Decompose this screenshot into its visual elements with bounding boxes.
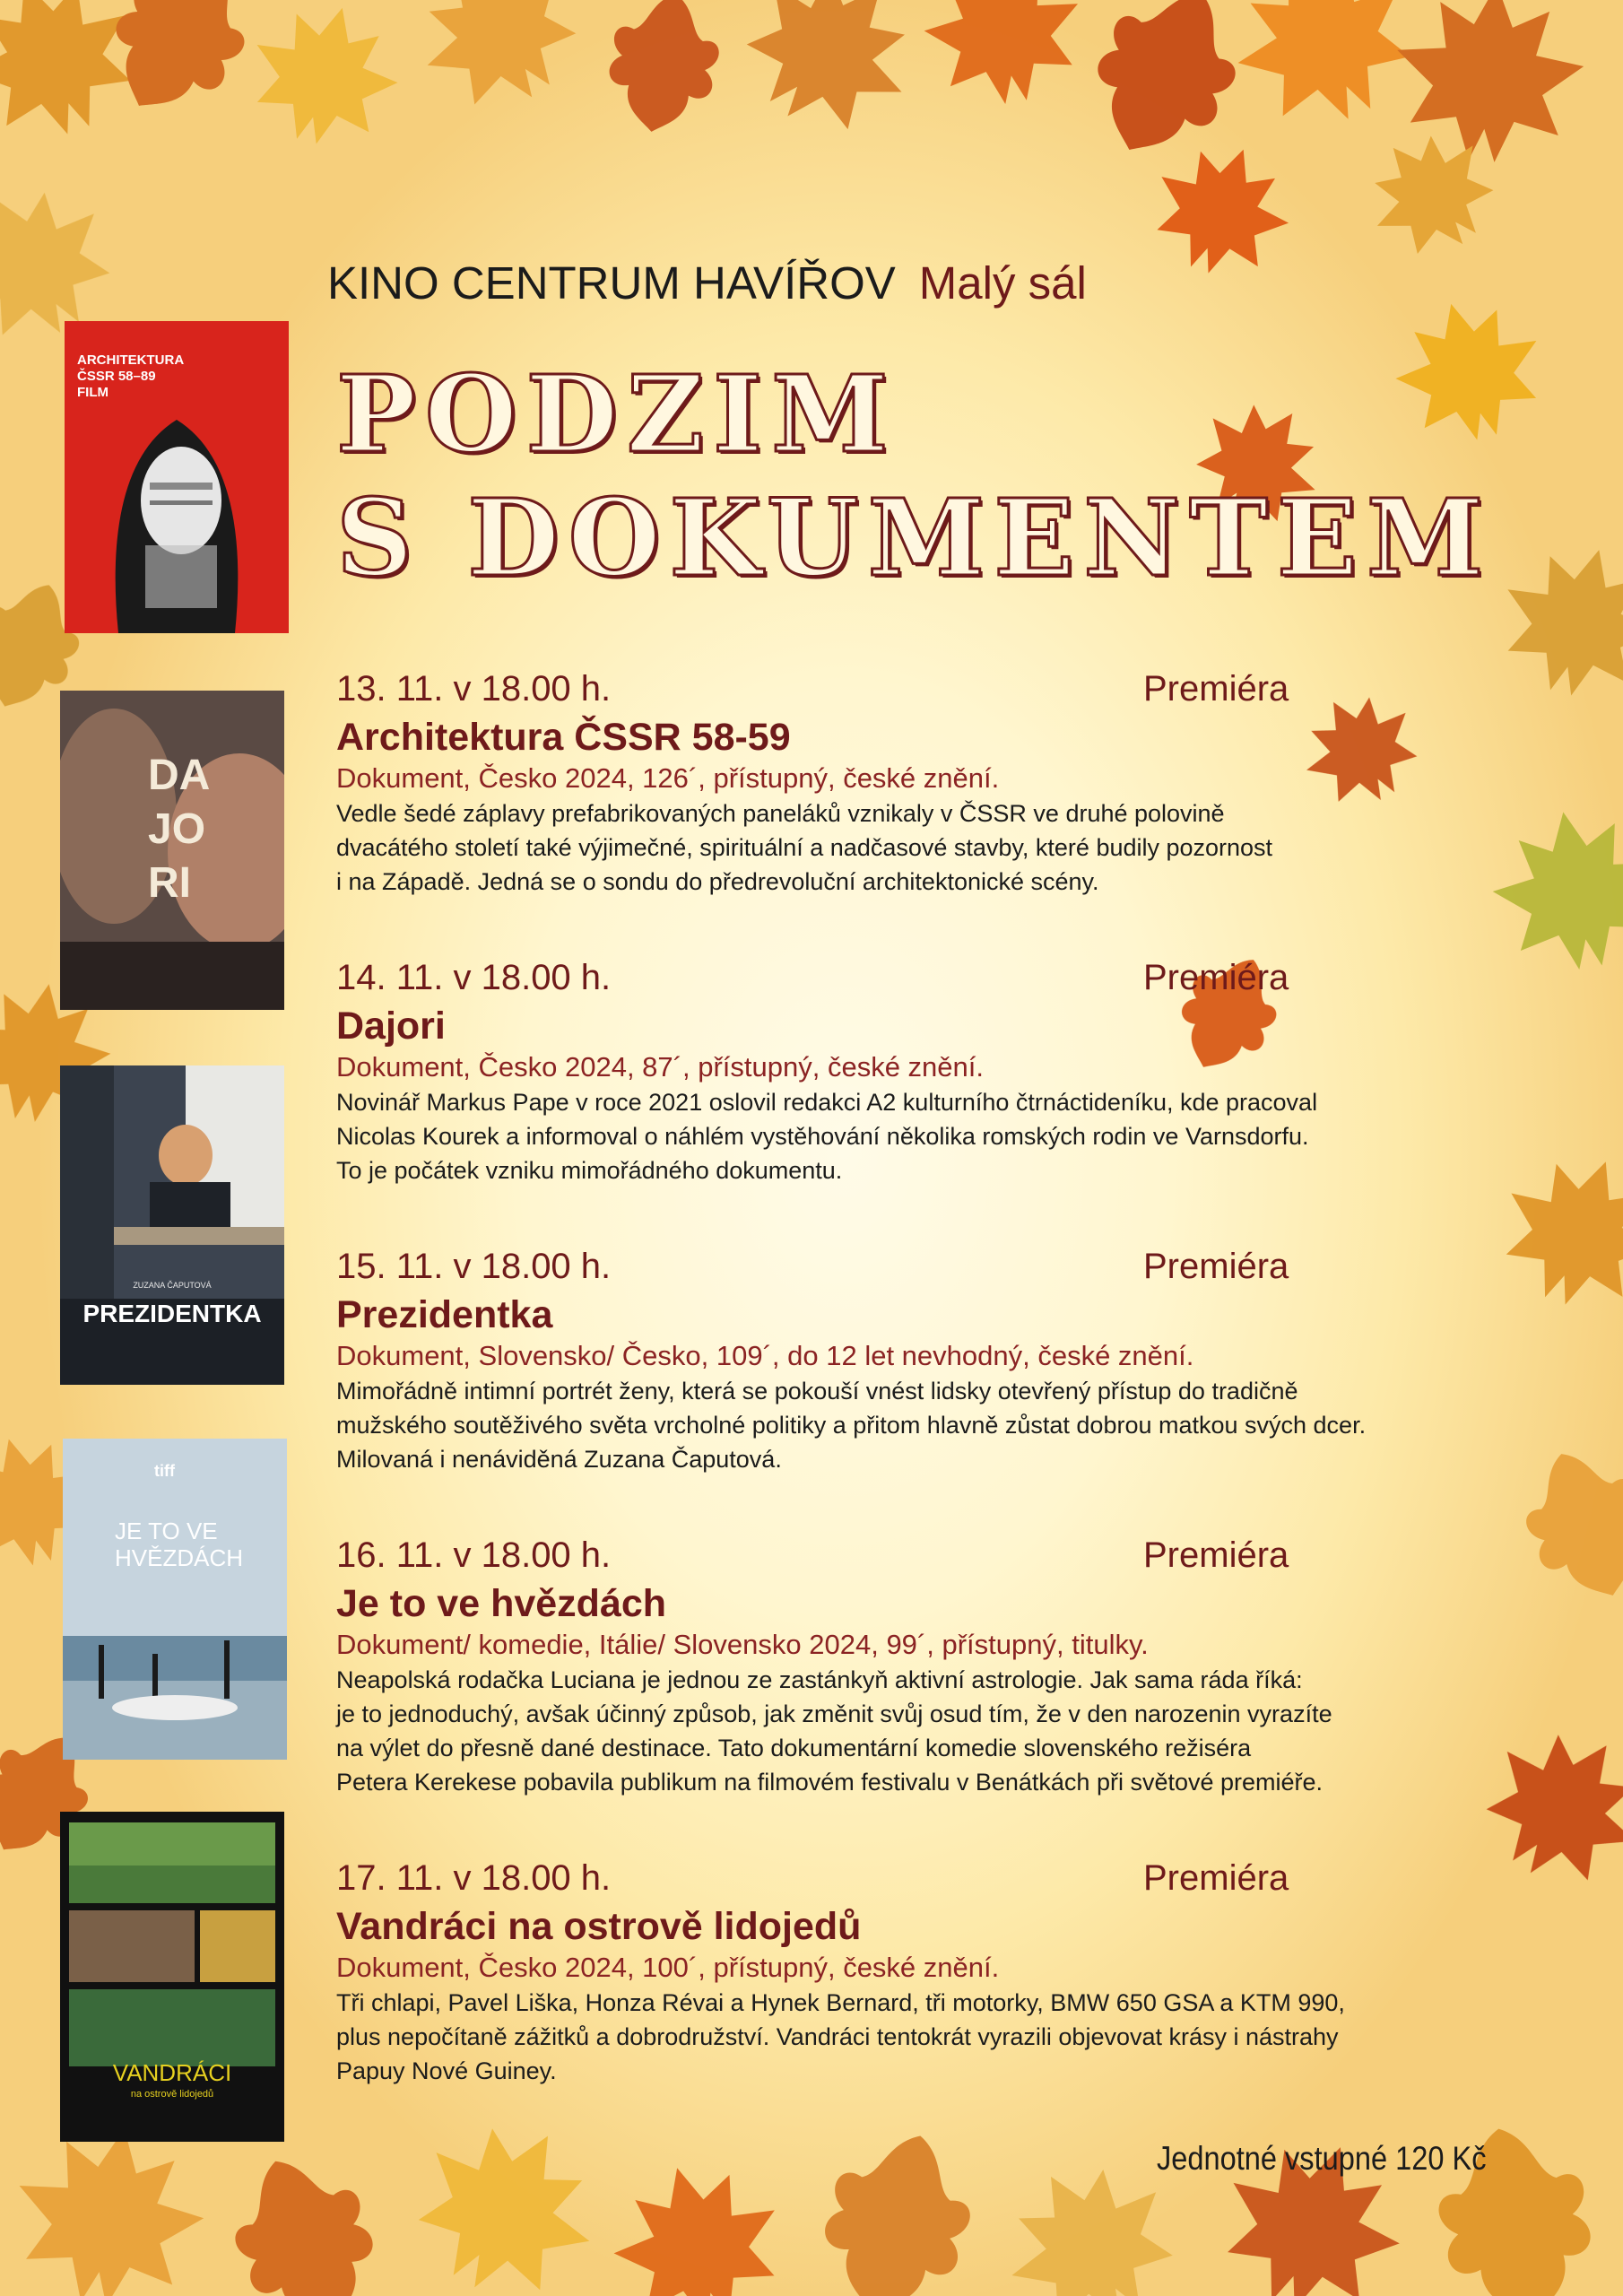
event-title: Architektura ČSSR 58-59 — [336, 716, 791, 759]
event-date: 14. 11. v 18.00 h. — [336, 958, 612, 997]
description-line: Milovaná i nenáviděná Zuzana Čaputová. — [336, 1446, 782, 1473]
event-date: 16. 11. v 18.00 h. — [336, 1535, 612, 1575]
event-title: Vandráci na ostrově lidojedů — [336, 1905, 862, 1948]
event-meta: Dokument/ komedie, Itálie/ Slovensko 2024, 99´, přístupný, titulky. — [336, 1629, 1149, 1660]
event-description — [336, 1085, 1556, 1187]
event-date: 13. 11. v 18.00 h. — [336, 669, 612, 709]
premiere-badge: Premiéra — [1143, 958, 1289, 997]
poster-text: ARCHITEKTURA — [77, 352, 185, 368]
poster-text: HVĚZDÁCH — [115, 1544, 244, 1571]
poster-text: PREZIDENTKA — [82, 1300, 262, 1327]
description-line: Neapolská rodačka Luciana je jednou ze zastánkyň aktivní astrologie. Jak sama ráda říká: — [336, 1666, 1303, 1693]
event-meta: Dokument, Česko 2024, 126´, přístupný, české znění. — [336, 762, 1000, 794]
description-line: dvacátého století také výjimečné, spirituální a nadčasové stavby, které budily pozornost — [336, 834, 1273, 861]
description-line: Novinář Markus Pape v roce 2021 oslovil redakci A2 kulturního čtrnáctideníku, kde pracoval — [336, 1089, 1318, 1116]
poster-vandraci — [60, 1812, 284, 2142]
poster-dajori — [60, 691, 284, 1010]
description-line: je to jednoduchý, avšak účinný způsob, jak změnit svůj osud tím, že v den narozenin vyrazíte — [336, 1700, 1332, 1727]
venue-heading — [327, 257, 1087, 309]
premiere-badge: Premiéra — [1143, 669, 1289, 709]
description-line: i na Západě. Jedná se o sondu do předrevoluční architektonické scény. — [336, 868, 1099, 895]
poster-text: FILM — [77, 385, 108, 400]
hall-name: Malý sál — [918, 257, 1087, 309]
premiere-badge: Premiéra — [1143, 1535, 1289, 1575]
poster-text: na ostrově lidojedů — [130, 2089, 214, 2100]
poster-text: JE TO VE — [115, 1518, 218, 1544]
poster-text: DA — [148, 752, 211, 799]
poster-text: VANDRÁCI — [112, 2059, 232, 2086]
event-item — [336, 956, 1556, 1187]
event-item — [336, 1534, 1556, 1799]
event-meta: Dokument, Slovensko/ Česko, 109´, do 12 let nevhodný, české znění. — [336, 1340, 1194, 1371]
event-item — [336, 667, 1556, 899]
event-title: Prezidentka — [336, 1293, 553, 1336]
event-date: 15. 11. v 18.00 h. — [336, 1247, 612, 1286]
event-title: Je to ve hvězdách — [336, 1582, 667, 1625]
description-line: Papuy Nové Guiney. — [336, 2057, 557, 2084]
description-line: Nicolas Kourek a informoval o náhlém vystěhování několika romských rodin ve Varnsdorfu. — [336, 1123, 1309, 1150]
event-description — [336, 1986, 1556, 2088]
poster-text: JO — [148, 805, 206, 853]
event-title: Dajori — [336, 1004, 446, 1048]
event-item — [336, 1857, 1556, 2088]
premiere-badge: Premiéra — [1143, 1247, 1289, 1286]
page-title-line-2: S DOKUMENTEM — [336, 475, 1493, 600]
description-line: Vedle šedé záplavy prefabrikovaných paneláků vznikaly v ČSSR ve druhé polovině — [336, 800, 1225, 827]
poster-architektura — [65, 321, 289, 633]
event-description — [336, 796, 1556, 899]
description-line: Tři chlapi, Pavel Liška, Honza Révai a Hynek Bernard, tři motorky, BMW 650 GSA a KTM 990, — [336, 1989, 1345, 2016]
poster-text: tiff — [154, 1462, 175, 1480]
description-line: mužského soutěživého světa vrcholné politiky a přitom hlavně zůstat dobrou matkou svých dcer. — [336, 1412, 1367, 1439]
event-meta: Dokument, Česko 2024, 87´, přístupný, české znění. — [336, 1051, 984, 1083]
poster-je-to-ve-hvezdach — [63, 1439, 287, 1760]
venue-name: KINO CENTRUM HAVÍŘOV — [327, 257, 896, 309]
page-title-line-1: PODZIM — [336, 352, 898, 476]
event-meta: Dokument, Česko 2024, 100´, přístupný, české znění. — [336, 1952, 1000, 1983]
event-description — [336, 1374, 1556, 1476]
description-line: plus nepočítaně zážitků a dobrodružství. Vandráci tentokrát vyrazili objevovat krásy i nástrahy — [336, 2023, 1339, 2050]
poster-prezidentka — [60, 1065, 284, 1385]
description-line: Petera Kerekese pobavila publikum na filmovém festivalu v Benátkách při světové premiéře. — [336, 1769, 1324, 1796]
event-item — [336, 1245, 1556, 1476]
event-description — [336, 1663, 1556, 1799]
poster-text: ZUZANA ČAPUTOVÁ — [133, 1281, 212, 1290]
premiere-badge: Premiéra — [1143, 1858, 1289, 1898]
description-line: To je počátek vzniku mimořádného dokumentu. — [336, 1157, 843, 1184]
event-date: 17. 11. v 18.00 h. — [336, 1858, 612, 1898]
poster-text: RI — [148, 859, 191, 907]
poster-text: ČSSR 58–89 — [77, 369, 156, 384]
description-line: Mimořádně intimní portrét ženy, která se pokouší vnést lidsky otevřený přístup do tradičně — [336, 1378, 1298, 1405]
admission-price: Jednotné vstupné 120 Kč — [1157, 2140, 1487, 2177]
description-line: na výlet do přesně dané destinace. Tato dokumentární komedie slovenského režiséra — [336, 1735, 1252, 1761]
